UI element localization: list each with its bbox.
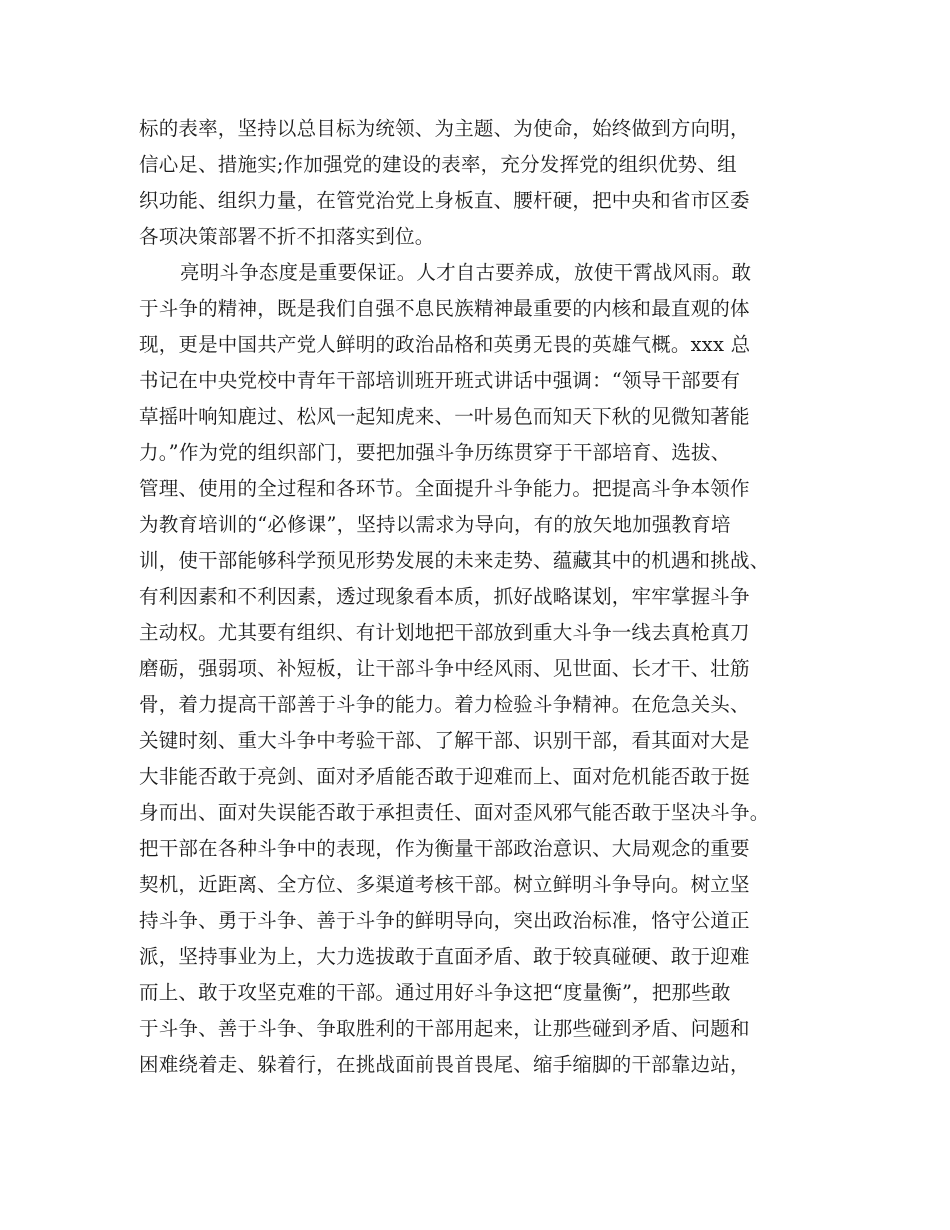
- paragraph-2-line-16: 身而出、面对失误能否敢于承担责任、面对歪风邪气能否敢于坚决斗争。: [139, 801, 770, 824]
- paragraph-2-line-22: 于斗争、善于斗争、争取胜利的干部用起来，让那些碰到矛盾、问题和: [139, 1017, 750, 1040]
- paragraph-1-line-1: 标的表率，坚持以总目标为统领、为主题、为使命，始终做到方向明，: [139, 117, 750, 140]
- paragraph-2-line-18: 契机，近距离、全方位、多渠道考核干部。树立鲜明斗争导向。树立坚: [139, 873, 750, 896]
- paragraph-2-line-5: 草摇叶响知鹿过、松风一起知虎来、一叶易色而知天下秋的见微知著能: [139, 405, 750, 428]
- paragraph-1-line-3: 织功能、组织力量，在管党治党上身板直、腰杆硬，把中央和省市区委: [139, 189, 750, 212]
- paragraph-2-line-3: 现，更是中国共产党人鲜明的政治品格和英勇无畏的英雄气概。xxx 总: [139, 333, 751, 356]
- paragraph-2-line-13: 骨，着力提高干部善于斗争的能力。着力检验斗争精神。在危急关头、: [139, 693, 750, 716]
- paragraph-2-line-2: 于斗争的精神，既是我们自强不息民族精神最重要的内核和最直观的体: [139, 297, 750, 320]
- paragraph-2-line-10: 有利因素和不利因素，透过现象看本质，抓好战略谋划，牢牢掌握斗争: [139, 585, 750, 608]
- paragraph-2-line-19: 持斗争、勇于斗争、善于斗争的鲜明导向，突出政治标准，恪守公道正: [139, 909, 750, 932]
- paragraph-1-line-4: 各项决策部署不折不扣落实到位。: [139, 225, 435, 248]
- paragraph-2-line-21: 而上、敢于攻坚克难的干部。通过用好斗争这把“度量衡”，把那些敢: [139, 981, 731, 1004]
- paragraph-2-line-12: 磨砺，强弱项、补短板，让干部斗争中经风雨、见世面、长才干、壮筋: [139, 657, 750, 680]
- paragraph-2-line-6: 力。”作为党的组织部门，要把加强斗争历练贯穿于干部培育、选拔、: [139, 441, 731, 464]
- paragraph-2-line-14: 关键时刻、重大斗争中考验干部、了解干部、识别干部，看其面对大是: [139, 729, 750, 752]
- paragraph-2-line-11: 主动权。尤其要有组织、有计划地把干部放到重大斗争一线去真枪真刀: [139, 621, 750, 644]
- paragraph-2-line-1: 亮明斗争态度是重要保证。人才自古要养成，放使干霄战风雨。敢: [180, 261, 752, 284]
- paragraph-2-line-17: 把干部在各种斗争中的表现，作为衡量干部政治意识、大局观念的重要: [139, 837, 750, 860]
- paragraph-1-line-2: 信心足、措施实;作加强党的建设的表率，充分发挥党的组织优势、组: [139, 153, 737, 176]
- paragraph-2-line-23: 困难绕着走、躲着行，在挑战面前畏首畏尾、缩手缩脚的干部靠边站，: [139, 1053, 750, 1076]
- paragraph-2-line-20: 派，坚持事业为上，大力选拔敢于直面矛盾、敢于较真碰硬、敢于迎难: [139, 945, 750, 968]
- paragraph-2-line-9: 训，使干部能够科学预见形势发展的未来走势、蕴藏其中的机遇和挑战、: [139, 549, 770, 572]
- paragraph-2-line-7: 管理、使用的全过程和各环节。全面提升斗争能力。把提高斗争本领作: [139, 477, 750, 500]
- paragraph-2-line-4: 书记在中央党校中青年干部培训班开班式讲话中强调：“领导干部要有: [139, 369, 741, 392]
- paragraph-2-line-15: 大非能否敢于亮剑、面对矛盾能否敢于迎难而上、面对危机能否敢于挺: [139, 765, 750, 788]
- paragraph-2-line-8: 为教育培训的“必修课”，坚持以需求为导向，有的放矢地加强教育培: [139, 513, 731, 536]
